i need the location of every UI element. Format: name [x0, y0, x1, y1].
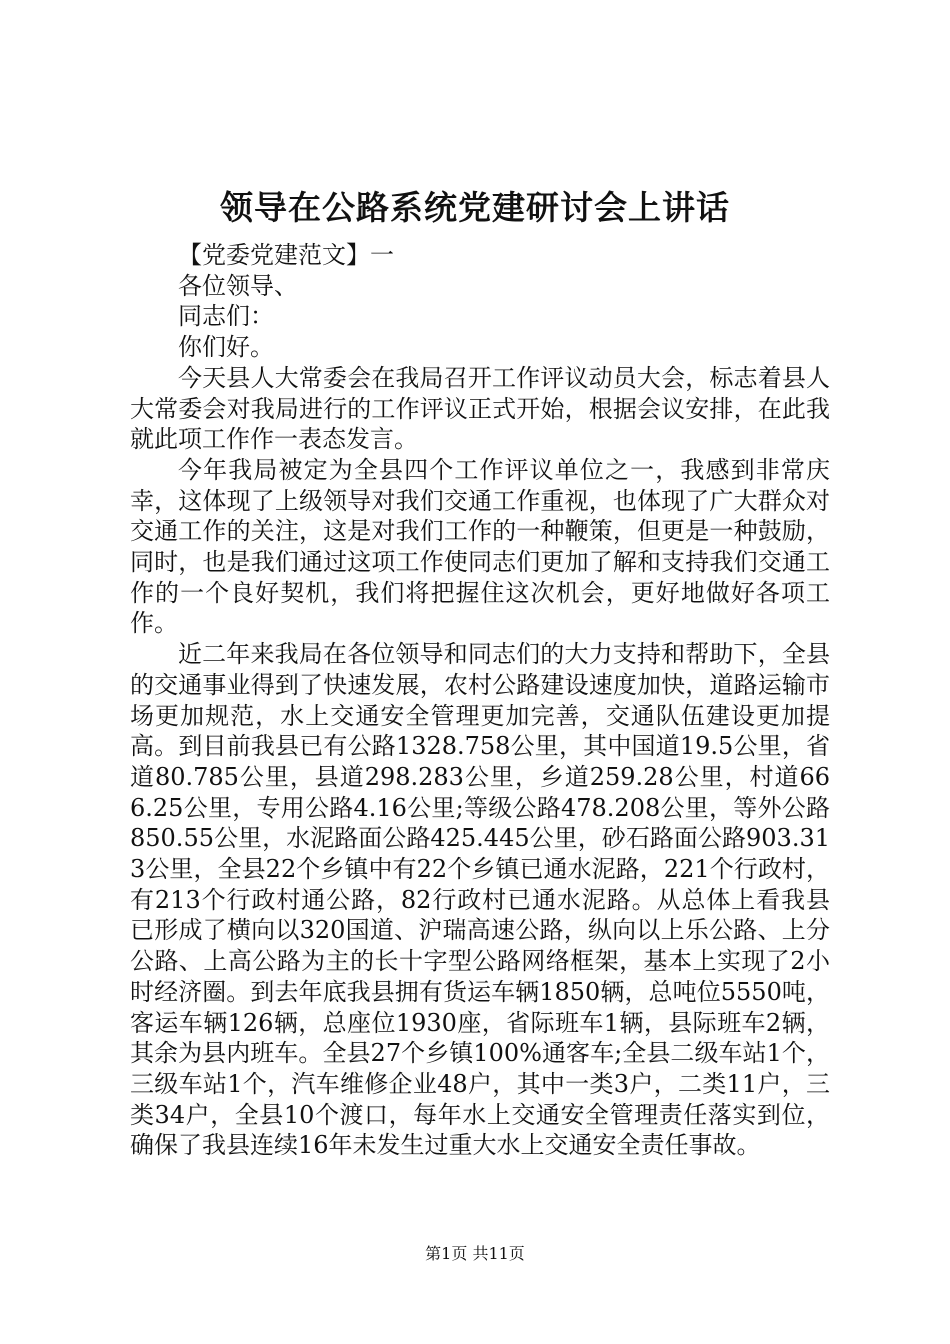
- document-body: [130, 240, 830, 1161]
- paragraph-hello: 你们好。: [178, 333, 274, 362]
- paragraph-evaluation: 今年我局被定为全县四个工作评议单位之一，我感到非常庆幸，这体现了上级领导对我们交通工作重视，也体现了广大群众对交通工作的关注，这是对我们工作的一种鞭策，但更是一种鼓励，同时，也是我们通过这项工作使同志们更加了解和支持我们交通工作的一个良好契机，我们将把握住这次机会，更好地做好各项工作。: [130, 455, 830, 638]
- paragraph-greeting-leaders: 各位领导、: [178, 271, 298, 300]
- paragraph-achievements: 近二年来我局在各位领导和同志们的大力支持和帮助下，全县的交通事业得到了快速发展，农村公路建设速度加快，道路运输市场更加规范，水上交通安全管理更加完善，交通队伍建设更加提高。到目前我县已有公路1328.758公里，其中国道19.5公里，省道80.785公里，县道298.283公里，乡道259.28公里，村道666.25公里，专用公路4.16公里;等级公路478.208公里，等外公路850.55公里，水泥路面公路425.445公里，砂石路面公路903.313公里，全县22个乡镇中有22个乡镇已通水泥路，221个行政村，有213个行政村通公路，82行政村已通水泥路。从总体上看我县已形成了横向以320国道、沪瑞高速公路，纵向以上乐公路、上分公路、上高公路为主的长十字型公路网络框架，基本上实现了2小时经济圈。到去年底我县拥有货运车辆1850辆，总吨位5550吨，客运车辆126辆，总座位1930座，省际班车1辆，县际班车2辆，其余为县内班车。全县27个乡镇100%通客车;全县二级车站1个，三级车站1个，汽车维修企业48户，其中一类3户，二类11户，三类34户，全县10个渡口，每年水上交通安全管理责任落实到位，确保了我县连续16年未发生过重大水上交通安全责任事故。: [130, 640, 830, 1160]
- paragraph-category-tag: 【党委党建范文】一: [178, 241, 394, 269]
- page-number-footer: 第1页 共11页: [425, 1244, 525, 1263]
- document-title: 领导在公路系统党建研讨会上讲话: [220, 188, 730, 227]
- paragraph-greeting-comrades: 同志们：: [178, 302, 274, 331]
- paragraph-intro: 今天县人大常委会在我局召开工作评议动员大会，标志着县人大常委会对我局进行的工作评议正式开始，根据会议安排，在此我就此项工作作一表态发言。: [130, 363, 830, 454]
